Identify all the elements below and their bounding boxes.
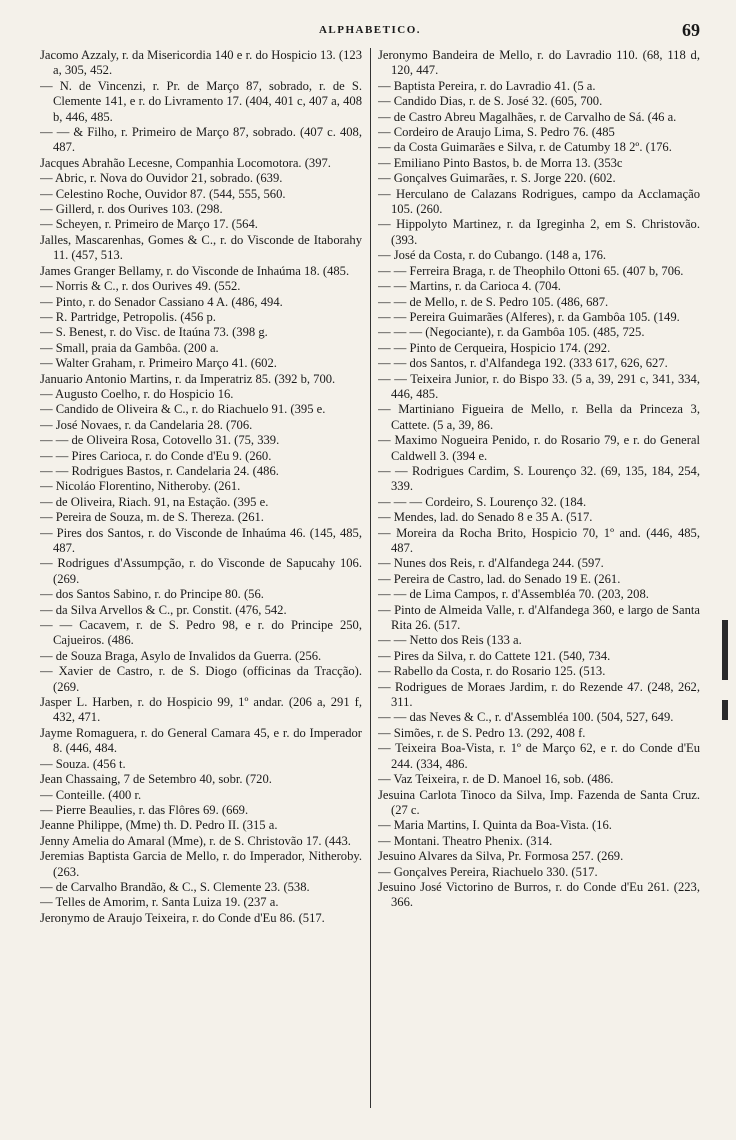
directory-entry: — Gonçalves Pereira, Riachuelo 330. (517. [378, 864, 598, 879]
directory-entry: — — de Lima Campos, r. d'Assembléa 70. (203, 208. [378, 587, 649, 602]
directory-entry: — Martiniano Figueira de Mello, r. Bella da Princeza 3, Cattete. (5 a, 39, 86. [378, 402, 700, 432]
directory-entry: — Vaz Teixeira, r. de D. Manoel 16, sob. (486. [378, 772, 614, 787]
directory-entry: — Emiliano Pinto Bastos, b. de Morra 13. (353c [378, 155, 623, 170]
directory-entry: — — dos Santos, r. d'Alfandega 192. (333 617, 626, 627. [378, 356, 668, 371]
directory-entry: Jeremias Baptista Garcia de Mello, r. do Imperador, Nitheroby. (263. [40, 849, 362, 879]
directory-entry: — Rodrigues d'Assumpção, r. do Visconde de Sapucahy 106. (269. [40, 556, 362, 586]
edge-mark [722, 620, 728, 680]
directory-entry: James Granger Bellamy, r. do Visconde de Inhaúma 18. (485. [40, 263, 350, 278]
directory-entry: — Scheyen, r. Primeiro de Março 17. (564. [40, 217, 258, 232]
directory-entry: — Baptista Pereira, r. do Lavradio 41. (5 a. [378, 78, 596, 93]
directory-entry: Jacomo Azzaly, r. da Misericordia 140 e r. do Hospicio 13. (123 a, 305, 452. [40, 48, 362, 78]
directory-entry: — — Teixeira Junior, r. do Bispo 33. (5 a, 39, 291 c, 341, 334, 446, 485. [378, 371, 700, 401]
page-number: 69 [682, 20, 700, 40]
directory-entry: — — — (Negociante), r. da Gambôa 105. (485, 725. [378, 325, 645, 340]
directory-entry: — Pereira de Castro, lad. do Senado 19 E. (261. [378, 571, 621, 586]
directory-entry: — Maximo Nogueira Penido, r. do Rosario 79, e r. do General Caldwell 3. (394 e. [378, 433, 700, 463]
directory-entry: Jesuina Carlota Tinoco da Silva, Imp. Fazenda de Santa Cruz. (27 c. [378, 787, 700, 817]
directory-entry: — — Cacavem, r. de S. Pedro 98, e r. do Principe 250, Cajueiros. (486. [40, 618, 362, 648]
directory-entry: — Simões, r. de S. Pedro 13. (292, 408 f. [378, 725, 586, 740]
directory-entry: — de Souza Braga, Asylo de Invalidos da Guerra. (256. [40, 648, 322, 663]
directory-entry: — Souza. (456 t. [40, 756, 126, 771]
directory-entry: — José Novaes, r. da Candelaria 28. (706. [40, 417, 253, 432]
directory-entry: — Pires da Silva, r. do Cattete 121. (540, 734. [378, 648, 611, 663]
directory-entry: Jesuino José Victorino de Burros, r. do Conde d'Eu 261. (223, 366. [378, 879, 700, 910]
directory-entry: — S. Benest, r. do Visc. de Itaúna 73. (398 g. [40, 325, 268, 340]
directory-entry: — — Pires Carioca, r. do Conde d'Eu 9. (260. [40, 448, 272, 463]
directory-entry: — Moreira da Rocha Brito, Hospicio 70, 1º and. (446, 485, 487. [378, 525, 700, 555]
directory-entry: — Pinto de Almeida Valle, r. d'Alfandega 360, e largo de Santa Rita 26. (517. [378, 602, 700, 633]
directory-entry: — Pereira de Souza, m. de S. Thereza. (261. [40, 510, 264, 525]
directory-entry: — Teixeira Boa-Vista, r. 1º de Março 62, e r. do Conde d'Eu 244. (334, 486. [378, 741, 700, 771]
directory-entry: — Candido Dias, r. de S. José 32. (605, 700. [378, 94, 603, 109]
page-header [40, 20, 700, 42]
directory-entry: — Rodrigues de Moraes Jardim, r. do Rezende 47. (248, 262, 311. [378, 679, 700, 710]
directory-entry: — Maria Martins, I. Quinta da Boa-Vista. (16. [378, 818, 612, 833]
directory-entry: — de Oliveira, Riach. 91, na Estação. (395 e. [40, 494, 269, 509]
directory-entry: — Candido de Oliveira & C., r. do Riachuelo 91. (395 e. [40, 402, 326, 417]
directory-entry: — — Pereira Guimarães (Alferes), r. da Gambôa 105. (149. [378, 309, 680, 324]
directory-entry: — R. Partridge, Petropolis. (456 p. [40, 309, 216, 324]
directory-entry: — dos Santos Sabino, r. do Principe 80. (56. [40, 587, 264, 602]
directory-entry: — da Silva Arvellos & C., pr. Constit. (476, 542. [40, 602, 287, 617]
directory-entry: Jayme Romaguera, r. do General Camara 45, e r. do Imperador 8. (446, 484. [40, 725, 362, 756]
directory-entry: — Nicoláo Florentino, Nitheroby. (261. [40, 479, 241, 494]
directory-entry: — Gonçalves Guimarães, r. S. Jorge 220. (602. [378, 171, 616, 186]
directory-entry: — Cordeiro de Araujo Lima, S. Pedro 76. (485 [378, 125, 615, 140]
running-title: ALPHABETICO. [318, 24, 422, 36]
directory-entry: Januario Antonio Martins, r. da Imperatriz 85. (392 b, 700. [40, 371, 336, 386]
directory-entry: — Augusto Coelho, r. do Hospicio 16. [40, 386, 234, 401]
directory-entry: — — Rodrigues Bastos, r. Candelaria 24. (486. [40, 463, 279, 478]
directory-entry: — José da Costa, r. do Cubango. (148 a, 176. [378, 248, 607, 263]
directory-entry: — — & Filho, r. Primeiro de Março 87, sobrado. (407 c. 408, 487. [40, 125, 362, 155]
directory-entry: — Pires dos Santos, r. do Visconde de Inhaúma 46. (145, 485, 487. [40, 525, 362, 555]
directory-entry: Jalles, Mascarenhas, Gomes & C., r. do Visconde de Itaborahy 11. (457, 513. [40, 232, 362, 263]
directory-entry: — — Martins, r. da Carioca 4. (704. [378, 279, 561, 294]
directory-entry: — — Rodrigues Cardim, S. Lourenço 32. (69, 135, 184, 254, 339. [378, 463, 700, 494]
directory-entry: — — Ferreira Braga, r. de Theophilo Ottoni 65. (407 b, 706. [378, 263, 684, 278]
directory-entry: — Telles de Amorim, r. Santa Luiza 19. (237 a. [40, 895, 279, 910]
directory-entry: Jeronymo Bandeira de Mello, r. do Lavradio 110. (68, 118 d, 120, 447. [378, 48, 700, 78]
directory-entry: Jenny Amelia do Amaral (Mme), r. de S. Christovão 17. (443. [40, 833, 351, 848]
directory-entry: — Montani. Theatro Phenix. (314. [378, 833, 553, 848]
directory-entry: — Walter Graham, r. Primeiro Março 41. (602. [40, 356, 277, 371]
directory-entry: — Xavier de Castro, r. de S. Diogo (officinas da Tracção). (269. [40, 664, 362, 694]
directory-entry: Jasper L. Harben, r. do Hospicio 99, 1º andar. (206 a, 291 f, 432, 471. [40, 695, 362, 725]
directory-entry: — de Carvalho Brandão, & C., S. Clemente 23. (538. [40, 879, 310, 894]
directory-entry: — Norris & C., r. dos Ourives 49. (552. [40, 279, 241, 294]
directory-entry: — — das Neves & C., r. d'Assembléa 100. (504, 527, 649. [378, 710, 674, 725]
directory-entry: Jacques Abrahão Lecesne, Companhia Locomotora. (397. [40, 155, 331, 170]
left-column [40, 48, 362, 1118]
column-divider [370, 48, 371, 1108]
directory-entry: — Celestino Roche, Ouvidor 87. (544, 555, 560. [40, 186, 286, 201]
directory-entry: Jesuino Alvares da Silva, Pr. Formosa 257. (269. [378, 849, 624, 864]
directory-entry: — Small, praia da Gambôa. (200 a. [40, 340, 219, 355]
directory-entry: — N. de Vincenzi, r. Pr. de Março 87, sobrado, r. de S. Clemente 141, e r. do Livramento 17. (404, 401 c, 407 a, 408 b, 446, 485. [40, 78, 362, 124]
directory-entry: — Rabello da Costa, r. do Rosario 125. (513. [378, 664, 606, 679]
directory-columns [40, 48, 700, 1118]
directory-entry: — de Castro Abreu Magalhães, r. de Carvalho de Sá. (46 a. [378, 109, 677, 124]
page-edge-marks [722, 0, 730, 1140]
directory-entry: — Pinto, r. do Senador Cassiano 4 A. (486, 494. [40, 294, 283, 309]
directory-entry: — — — Cordeiro, S. Lourenço 32. (184. [378, 494, 587, 509]
directory-entry: — Hippolyto Martinez, r. da Igreginha 2, em S. Christovão. (393. [378, 217, 700, 247]
directory-entry: — Nunes dos Reis, r. d'Alfandega 244. (597. [378, 556, 604, 571]
directory-entry: Jeanne Philippe, (Mme) th. D. Pedro II. (315 a. [40, 818, 278, 833]
right-column [378, 48, 700, 1118]
directory-entry: — Conteille. (400 r. [40, 787, 142, 802]
edge-mark [722, 700, 728, 720]
directory-entry: — da Costa Guimarães e Silva, r. de Catumby 18 2º. (176. [378, 140, 672, 155]
directory-entry: — — de Mello, r. de S. Pedro 105. (486, 687. [378, 294, 609, 309]
directory-entry: — — Pinto de Cerqueira, Hospicio 174. (292. [378, 340, 611, 355]
directory-entry: — Abric, r. Nova do Ouvidor 21, sobrado. (639. [40, 171, 283, 186]
directory-entry: — — Netto dos Reis (133 a. [378, 633, 522, 648]
directory-entry: — Herculano de Calazans Rodrigues, campo da Acclamação 105. (260. [378, 186, 700, 217]
directory-entry: — Gillerd, r. dos Ourives 103. (298. [40, 202, 223, 217]
directory-entry: Jean Chassaing, 7 de Setembro 40, sobr. (720. [40, 772, 272, 787]
directory-entry: — Mendes, lad. do Senado 8 e 35 A. (517. [378, 510, 593, 525]
directory-entry: — — de Oliveira Rosa, Cotovello 31. (75, 339. [40, 433, 280, 448]
directory-entry: Jeronymo de Araujo Teixeira, r. do Conde d'Eu 86. (517. [40, 910, 325, 925]
directory-entry: — Pierre Beaulies, r. das Flôres 69. (669. [40, 802, 249, 817]
